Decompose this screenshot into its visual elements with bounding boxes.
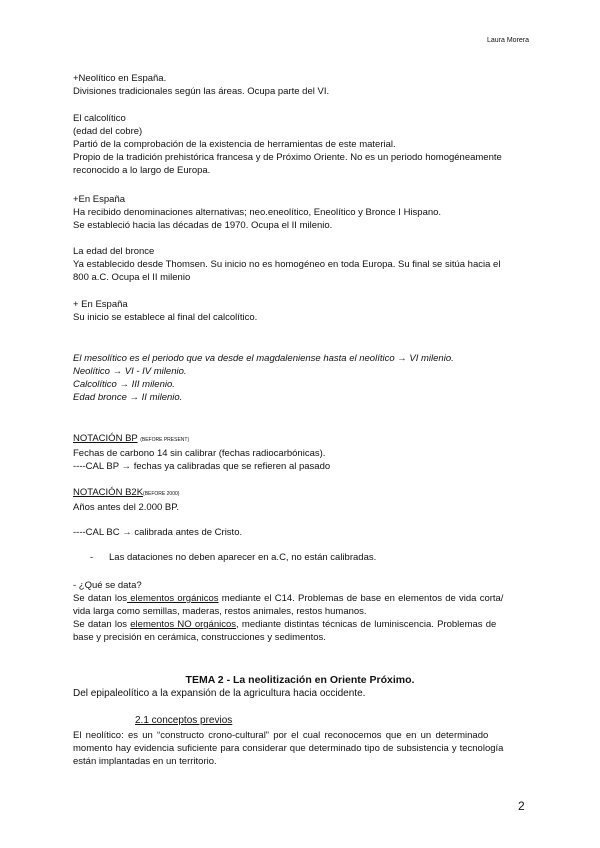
notacion-b2k-block (73, 486, 528, 514)
notacion-bp-line: Fechas de carbono 14 sin calibrar (fechas radiocarbónicas). (73, 448, 326, 459)
que-se-data-text: mediante el C14. Problemas de base en elementos de vida corta/ (218, 593, 504, 604)
page-number: 2 (518, 799, 525, 813)
notacion-bp-note: (BEFORE PRESENT) (140, 437, 190, 443)
periods-block (73, 352, 528, 404)
que-se-data-text: vida larga como semillas, maderas, restos animales, restos humanos. (73, 606, 367, 617)
calcolitico-line: reconocido a lo largo de Europa. (73, 165, 211, 176)
bronce-espana-block (73, 298, 528, 324)
calcolitico-subtitle: (edad del cobre) (73, 126, 143, 137)
calcolitico-espana-line: Se estableció hacia las décadas de 1970. Ocupa el II milenio. (73, 220, 333, 231)
tema2-title (0, 674, 600, 686)
que-se-data-question: - ¿Qué se data? (73, 580, 142, 591)
tema2-title-text: - La neolitización en Oriente Próximo. (223, 674, 415, 686)
calcolitico-espana-block (73, 193, 528, 232)
notacion-bp-title: NOTACIÓN BP (73, 433, 138, 444)
notacion-b2k-line: Años antes del 2.000 BP. (73, 502, 179, 513)
notacion-b2k-title: NOTACIÓN B2K (73, 487, 144, 498)
notacion-bp-block (73, 432, 528, 473)
section-21-heading: 2.1 conceptos previos (135, 715, 233, 726)
bronce-title: La edad del bronce (73, 246, 155, 257)
neolitico-espana-text: Divisiones tradicionales según las áreas. Ocupa parte del VI. (73, 86, 330, 97)
calcolitico-block (73, 112, 528, 177)
notacion-bp-line: ----CAL BP → fechas ya calibradas que se refieren al pasado (73, 461, 331, 472)
que-se-data-text: , mediante distintas técnicas de luminiscencia. Problemas de (236, 619, 497, 630)
notacion-b2k-note: (BEFORE 2000) (143, 491, 180, 497)
calcolitico-espana-title: +En España (73, 194, 126, 205)
calcolitico-line: Propio de la tradición prehistórica francesa y de Próximo Oriente. No es un periodo homogéneamente (73, 152, 502, 163)
elementos-organicos-text: elementos orgánicos (127, 593, 219, 604)
bronce-espana-line: Su inicio se establece al final del calcolítico. (73, 312, 258, 323)
period-line: Calcolítico → III milenio. (73, 379, 175, 390)
neolitico-espana-title: +Neolítico en España. (73, 73, 167, 84)
section-21-line: El neolítico: es un “constructo crono-cultural” por el cual reconocemos que en un determinado (73, 730, 489, 741)
calcolitico-title: El calcolítico (73, 113, 126, 124)
section-21-line: están implantadas en un territorio. (73, 756, 217, 767)
bronce-espana-title: + En España (73, 299, 128, 310)
period-line: El mesolítico es el periodo que va desde el magdaleniense hasta el neolítico → VI milenio. (73, 353, 454, 364)
cal-bc-line: ----CAL BC → calibrada antes de Cristo. (73, 527, 243, 538)
author-header: Laura Morera (486, 37, 529, 44)
que-se-data-text: Se datan los (73, 619, 131, 630)
calcolitico-espana-line: Ha recibido denominaciones alternativas; neo.eneolítico, Eneolítico y Bronce I Hispano. (73, 207, 442, 218)
bullet-text: Las dataciones no deben aparecer en a.C, no están calibradas. (109, 552, 377, 563)
section-21-line: momento hay evidencia suficiente para considerar que determinado tipo de subsistencia y tecnología (73, 743, 504, 754)
bronce-line: Ya establecido desde Thomsen. Su inicio no es homogéneo en toda Europa. Su final se sitúa hacia el (73, 259, 501, 270)
bronce-line: 800 a.C. Ocupa el II milenio (73, 272, 191, 283)
period-line: Edad bronce → II milenio. (73, 392, 183, 403)
que-se-data-text: base y precisión en cerámica, construcciones y sedimentos. (73, 632, 326, 643)
bullet-dash: - (90, 552, 94, 563)
period-line: Neolítico → VI - IV milenio. (73, 366, 187, 377)
tema2-subtitle: Del epipaleolítico a la expansión de la agricultura hacia occidente. (73, 688, 366, 699)
bronce-block (73, 245, 528, 284)
elementos-no-organicos-text: elementos NO orgánicos (130, 619, 237, 630)
que-se-data-text: Se datan los (73, 593, 128, 604)
section-21-block (73, 729, 528, 768)
cal-bc-block (73, 526, 528, 539)
neolitico-espana-block (73, 72, 528, 98)
calcolitico-line: Partió de la comprobación de la existencia de herramientas de este material. (73, 139, 396, 150)
que-se-data-block (73, 579, 528, 644)
tema2-title-number: TEMA 2 (185, 674, 224, 686)
